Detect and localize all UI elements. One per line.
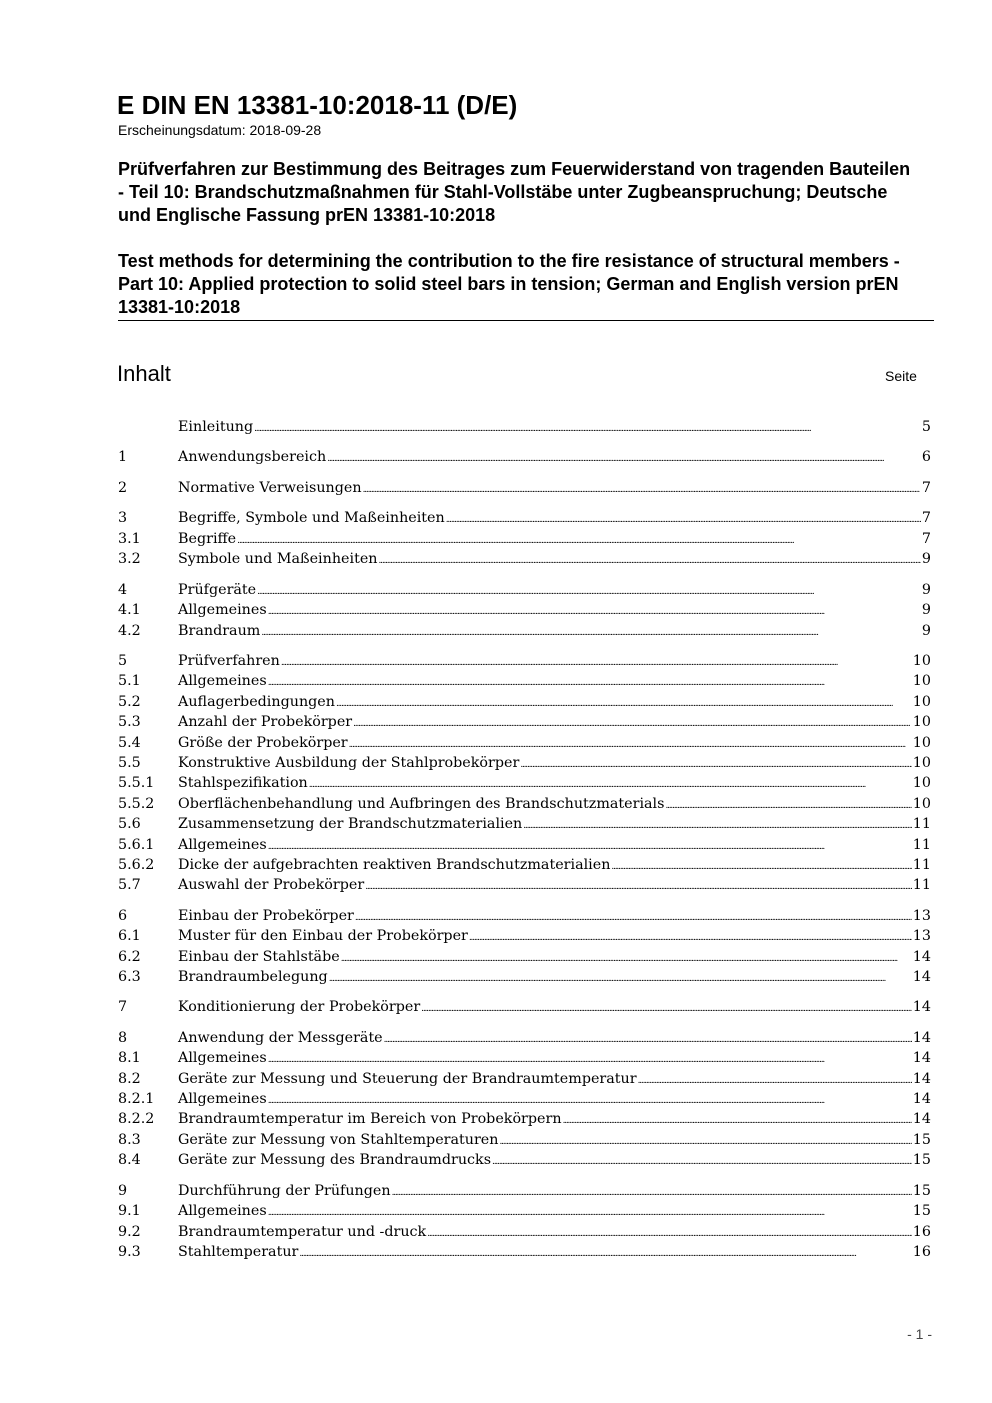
toc-entry-number: 5.6.2 (118, 856, 155, 873)
toc-dot-leader (492, 1150, 912, 1172)
toc-entry[interactable] (118, 947, 931, 967)
toc-entry-title: Anzahl der Probekörper (178, 714, 353, 731)
toc-entry-number: 9.3 (118, 1243, 141, 1260)
toc-entry-number: 3 (118, 510, 128, 527)
document-id: E DIN EN 13381-10:2018-11 (D/E) (117, 90, 518, 120)
toc-entry[interactable] (118, 875, 931, 895)
toc-entry[interactable] (118, 814, 931, 834)
toc-entry-title: Allgemeines (178, 1050, 267, 1067)
toc-entry-number: 3.2 (118, 551, 141, 568)
toc-entry-page: 9 (921, 622, 931, 639)
toc-entry-title: Symbole und Maßeinheiten (178, 551, 378, 568)
toc-entry-number: 5.7 (118, 877, 141, 894)
toc-entry-page: 14 (912, 1050, 931, 1067)
toc-entry-title: Durchführung der Prüfungen (178, 1182, 391, 1199)
toc-dot-leader (268, 600, 921, 622)
toc-entry[interactable] (118, 926, 931, 946)
toc-entry[interactable] (118, 671, 931, 691)
toc-entry-title: Stahlspezifikation (178, 775, 308, 792)
toc-entry-page: 10 (912, 775, 931, 792)
toc-entry-number: 2 (118, 479, 128, 496)
toc-entry-page: 5 (921, 419, 931, 435)
toc-entry[interactable] (118, 1222, 931, 1242)
toc-dot-leader (427, 1222, 912, 1244)
toc-entry-title: Muster für den Einbau der Probekörper (178, 928, 468, 945)
toc-entry-number: 8.2.2 (118, 1111, 155, 1128)
toc-dot-leader (421, 997, 912, 1019)
toc-entry-title: Allgemeines (178, 673, 267, 690)
toc-entry[interactable] (118, 1089, 931, 1109)
toc-entry-title: Prüfgeräte (178, 581, 257, 598)
toc-entry-title: Konstruktive Ausbildung der Stahlprobekörper (178, 754, 520, 771)
toc-entry-page: 10 (912, 734, 931, 751)
toc-entry-title: Auflagerbedingungen (178, 693, 335, 710)
toc-entry-page: 13 (912, 928, 931, 945)
toc-entry-number: 3.1 (118, 530, 141, 547)
toc-entry-number: 4 (118, 581, 128, 598)
toc-entry-number: 8.1 (118, 1050, 141, 1067)
toc-entry-title: Brandraumbelegung (178, 968, 328, 985)
toc-entry-number: 8 (118, 1029, 128, 1046)
toc-entry[interactable] (118, 773, 931, 793)
table-of-contents (118, 417, 931, 1262)
toc-dot-leader (341, 947, 912, 969)
toc-entry-page: 15 (912, 1131, 931, 1148)
toc-entry-title: Allgemeines (178, 602, 267, 619)
toc-entry-page: 10 (912, 673, 931, 690)
toc-entry-title: Brandraumtemperatur im Bereich von Probekörpern (178, 1111, 562, 1128)
toc-entry-number: 5.2 (118, 693, 141, 710)
toc-entry[interactable] (118, 447, 931, 467)
toc-dot-leader (469, 926, 912, 948)
toc-entry[interactable] (118, 794, 931, 814)
toc-entry-page: 9 (921, 551, 931, 568)
toc-entry-number: 5.4 (118, 734, 141, 751)
toc-entry-page: 11 (912, 877, 931, 894)
toc-entry-number: 8.4 (118, 1152, 141, 1169)
toc-entry[interactable] (118, 1130, 931, 1150)
toc-entry-page: 14 (912, 1111, 931, 1128)
toc-entry-page: 9 (921, 602, 931, 619)
title-german: Prüfverfahren zur Bestimmung des Beitrages zum Feuerwiderstand von tragenden Bauteilen - Teil 10: Brandschutzmaßnahmen für Stahl-Vollstäbe unter Zugbeanspruchung; Deutsche und Englische Fassung prEN 13381-10:2018 (118, 159, 911, 225)
toc-dot-leader (268, 671, 912, 693)
toc-entry-number: 5.6 (118, 816, 141, 833)
toc-entry-title: Brandraumtemperatur und -druck (178, 1223, 427, 1240)
toc-entry[interactable] (118, 621, 931, 641)
toc-dot-leader (523, 814, 912, 836)
toc-dot-leader (353, 712, 912, 734)
toc-entry-number: 4.2 (118, 622, 141, 639)
toc-entry-page: 13 (912, 907, 931, 924)
toc-entry-title: Zusammensetzung der Brandschutzmaterialien (178, 816, 523, 833)
toc-dot-leader (638, 1069, 912, 1091)
toc-entry-page: 15 (912, 1203, 931, 1220)
toc-dot-leader (257, 580, 921, 602)
toc-entry[interactable] (118, 1069, 931, 1089)
toc-entry-page: 11 (912, 816, 931, 833)
toc-entry-page: 7 (921, 510, 931, 527)
toc-entry-page: 15 (912, 1152, 931, 1169)
toc-dot-leader (446, 508, 921, 530)
toc-entry[interactable] (118, 855, 931, 875)
toc-dot-leader (365, 875, 912, 897)
toc-entry-title: Normative Verweisungen (178, 479, 362, 496)
toc-entry-number: 4.1 (118, 602, 141, 619)
toc-entry[interactable] (118, 549, 931, 569)
toc-dot-leader (327, 447, 921, 469)
title-divider (118, 320, 934, 321)
toc-entry-title: Allgemeines (178, 836, 267, 853)
toc-entry-number: 6.1 (118, 928, 141, 945)
toc-dot-leader (268, 835, 912, 857)
toc-entry-page: 14 (912, 968, 931, 985)
toc-entry-title: Anwendung der Messgeräte (178, 1029, 383, 1046)
toc-entry-page: 11 (912, 836, 931, 853)
toc-entry-title: Begriffe, Symbole und Maßeinheiten (178, 510, 445, 527)
toc-entry-page: 16 (912, 1223, 931, 1240)
toc-entry[interactable] (118, 967, 931, 987)
toc-entry-page: 14 (912, 1070, 931, 1087)
toc-entry-page: 16 (912, 1243, 931, 1260)
toc-dot-leader (499, 1130, 911, 1152)
toc-entry[interactable] (118, 651, 931, 671)
toc-entry[interactable] (118, 600, 931, 620)
toc-entry-title: Größe der Probekörper (178, 734, 348, 751)
toc-entry[interactable] (118, 835, 931, 855)
toc-entry-number: 5 (118, 652, 128, 669)
toc-entry-number: 8.2 (118, 1070, 141, 1087)
toc-entry[interactable] (118, 712, 931, 732)
toc-entry-title: Allgemeines (178, 1203, 267, 1220)
toc-entry[interactable] (118, 1048, 931, 1068)
toc-dot-leader (363, 478, 921, 500)
toc-entry[interactable] (118, 508, 931, 528)
toc-entry-page: 10 (912, 754, 931, 771)
toc-entry-title: Geräte zur Messung und Steuerung der Brandraumtemperatur (178, 1070, 637, 1087)
toc-entry-page: 10 (912, 652, 931, 669)
toc-entry-title: Geräte zur Messung von Stahltemperaturen (178, 1131, 499, 1148)
publication-date: Erscheinungsdatum: 2018-09-28 (118, 122, 322, 138)
toc-dot-leader (268, 1201, 912, 1223)
toc-dot-leader (268, 1089, 912, 1111)
toc-entry-title: Konditionierung der Probekörper (178, 999, 421, 1016)
toc-entry-number: 9.1 (118, 1203, 141, 1220)
toc-entry[interactable] (118, 529, 931, 549)
toc-entry[interactable] (118, 1028, 931, 1048)
toc-entry[interactable] (118, 580, 931, 600)
page-number: - 1 - (907, 1326, 932, 1342)
toc-dot-leader (665, 794, 911, 816)
toc-dot-leader (355, 906, 912, 928)
toc-entry-number: 6 (118, 907, 128, 924)
toc-entry-title: Stahltemperatur (178, 1243, 299, 1260)
toc-entry[interactable] (118, 417, 931, 437)
toc-entry-title: Geräte zur Messung des Brandraumdrucks (178, 1152, 492, 1169)
toc-entry-title: Auswahl der Probekörper (178, 877, 365, 894)
toc-entry-number: 8.3 (118, 1131, 141, 1148)
toc-dot-leader (237, 529, 921, 551)
toc-entry[interactable] (118, 753, 931, 773)
toc-entry-title: Einbau der Stahlstäbe (178, 948, 340, 965)
toc-entry[interactable] (118, 997, 931, 1017)
toc-entry[interactable] (118, 692, 931, 712)
toc-entry-number: 1 (118, 449, 128, 466)
toc-entry-title: Prüfverfahren (178, 652, 280, 669)
toc-entry[interactable] (118, 1150, 931, 1170)
toc-entry-number: 5.3 (118, 714, 141, 731)
toc-dot-leader (336, 692, 912, 714)
toc-entry[interactable] (118, 1242, 931, 1262)
toc-dot-leader (384, 1028, 912, 1050)
toc-page-label: Seite (885, 368, 917, 384)
toc-entry[interactable] (118, 1181, 931, 1201)
toc-entry-title: Einleitung (178, 419, 254, 435)
toc-entry-number: 8.2.1 (118, 1091, 155, 1108)
toc-entry-number: 9.2 (118, 1223, 141, 1240)
toc-entry-number: 9 (118, 1182, 128, 1199)
toc-entry-page: 10 (912, 714, 931, 731)
toc-entry-title: Dicke der aufgebrachten reaktiven Brandschutzmaterialien (178, 856, 611, 873)
toc-entry-title: Einbau der Probekörper (178, 907, 354, 924)
toc-dot-leader (563, 1109, 912, 1131)
toc-entry-number: 5.5 (118, 754, 141, 771)
toc-entry-page: 10 (912, 693, 931, 710)
toc-dot-leader (254, 417, 921, 439)
toc-entry-page: 15 (912, 1182, 931, 1199)
toc-entry[interactable] (118, 906, 931, 926)
toc-dot-leader (329, 967, 912, 989)
toc-dot-leader (309, 773, 912, 795)
toc-entry-number: 6.3 (118, 968, 141, 985)
toc-entry-page: 14 (912, 948, 931, 965)
toc-entry-page: 7 (921, 479, 931, 496)
toc-heading: Inhalt (117, 361, 171, 386)
toc-dot-leader (281, 651, 912, 673)
toc-entry-number: 5.5.2 (118, 795, 155, 812)
toc-dot-leader (299, 1242, 911, 1264)
toc-entry-page: 7 (921, 530, 931, 547)
toc-entry-title: Anwendungsbereich (178, 449, 327, 466)
toc-entry[interactable] (118, 733, 931, 753)
toc-dot-leader (392, 1181, 912, 1203)
toc-entry-page: 6 (921, 449, 931, 466)
toc-entry-page: 11 (912, 856, 931, 873)
toc-dot-leader (611, 855, 911, 877)
toc-entry-page: 9 (921, 581, 931, 598)
toc-entry-page: 14 (912, 1029, 931, 1046)
toc-entry-page: 10 (912, 795, 931, 812)
toc-entry-number: 7 (118, 999, 128, 1016)
toc-dot-leader (261, 621, 921, 643)
toc-entry[interactable] (118, 1109, 931, 1129)
toc-dot-leader (379, 549, 921, 571)
title-english: Test methods for determining the contribution to the fire resistance of structural members - Part 10: Applied protection to solid steel bars in tension; German and English version prEN 13381-10:2018 (118, 251, 900, 317)
toc-entry-number: 5.6.1 (118, 836, 155, 853)
toc-entry-number: 5.5.1 (118, 775, 155, 792)
toc-dot-leader (268, 1048, 912, 1070)
toc-dot-leader (349, 733, 912, 755)
toc-entry-title: Oberflächenbehandlung und Aufbringen des Brandschutzmaterials (178, 795, 665, 812)
toc-entry-page: 14 (912, 1091, 931, 1108)
toc-entry-title: Allgemeines (178, 1091, 267, 1108)
toc-entry-number: 5.1 (118, 673, 141, 690)
toc-entry[interactable] (118, 1201, 931, 1221)
toc-entry-title: Brandraum (178, 622, 261, 639)
toc-dot-leader (520, 753, 911, 775)
toc-entry-number: 6.2 (118, 948, 141, 965)
toc-entry-title: Begriffe (178, 530, 237, 547)
toc-entry[interactable] (118, 478, 931, 498)
toc-entry-page: 14 (912, 999, 931, 1016)
